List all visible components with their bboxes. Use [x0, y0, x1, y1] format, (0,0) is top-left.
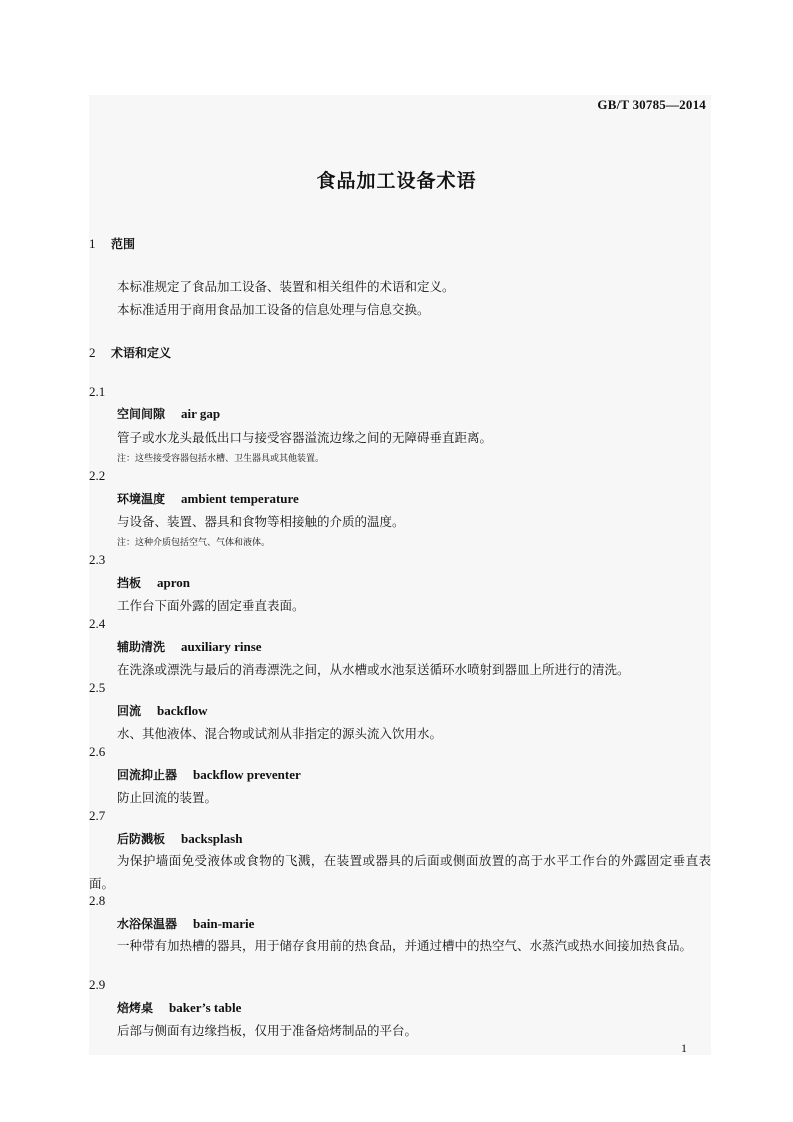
term-definition: 水、其他液体、混合物或试剂从非指定的源头流入饮用水。 — [117, 726, 443, 741]
term-number: 2.6 — [89, 744, 106, 759]
term-note: 注：这种介质包括空气、气体和液体。 — [117, 538, 271, 548]
term-chinese: 水浴保温器 — [117, 917, 178, 931]
term-definition: 管子或水龙头最低出口与接受容器溢流边缘之间的无障碍垂直距离。 — [117, 430, 493, 445]
term-number: 2.5 — [89, 680, 106, 695]
term-chinese: 回流抑止器 — [117, 768, 178, 782]
term-chinese: 空间间隙 — [117, 407, 166, 421]
term-number: 2.4 — [89, 616, 106, 631]
term-heading — [117, 405, 220, 422]
term-number: 2.2 — [89, 468, 106, 483]
document-title: 食品加工设备术语 — [316, 170, 477, 192]
term-chinese: 挡板 — [117, 576, 142, 590]
term-definition: 在洗涤或漂洗与最后的消毒漂洗之间，从水槽或水池泵送循环水喷射到器皿上所进行的清洗。 — [117, 662, 630, 677]
section-title: 范围 — [111, 237, 136, 251]
term-heading — [117, 766, 301, 783]
term-number: 2.7 — [89, 808, 106, 823]
term-number: 2.8 — [89, 893, 106, 908]
term-heading — [117, 490, 299, 507]
term-note: 注：这些接受容器包括水槽、卫生器具或其他装置。 — [117, 454, 325, 464]
term-definition: 工作台下面外露的固定垂直表面。 — [117, 598, 305, 613]
term-chinese: 焙烤桌 — [117, 1001, 154, 1015]
term-english: backsplash — [181, 831, 243, 846]
term-chinese: 辅助清洗 — [117, 640, 166, 654]
term-definition: 为保护墙面免受液体或食物的飞溅，在装置或器具的后面或侧面放置的高于水平工作台的外露固定垂直表面。 — [89, 853, 711, 891]
term-english: air gap — [181, 406, 221, 421]
term-chinese: 环境温度 — [117, 492, 166, 506]
term-english: auxiliary rinse — [181, 639, 262, 654]
term-heading — [117, 830, 242, 847]
scope-paragraph: 本标准规定了食品加工设备、装置和相关组件的术语和定义。 — [117, 279, 455, 294]
term-chinese: 回流 — [117, 704, 142, 718]
term-english: backflow preventer — [193, 767, 301, 782]
term-heading — [117, 702, 208, 719]
term-number: 2.1 — [89, 384, 106, 399]
term-heading — [117, 999, 241, 1016]
standard-code: GB/T 30785—2014 — [597, 97, 706, 112]
page-number: 1 — [681, 1041, 687, 1055]
section-2-heading — [89, 344, 171, 361]
section-title: 术语和定义 — [111, 346, 172, 360]
term-definition: 防止回流的装置。 — [117, 790, 218, 805]
scope-paragraph: 本标准适用于商用食品加工设备的信息处理与信息交换。 — [117, 302, 430, 317]
term-heading — [117, 574, 190, 591]
term-heading — [117, 638, 262, 655]
term-number: 2.9 — [89, 977, 106, 992]
section-number: 1 — [89, 236, 96, 251]
term-english: backflow — [157, 703, 208, 718]
term-english: bain-marie — [193, 916, 255, 931]
term-definition: 与设备、装置、器具和食物等相接触的介质的温度。 — [117, 514, 405, 529]
term-english: apron — [157, 575, 191, 590]
term-chinese: 后防溅板 — [117, 832, 166, 846]
term-english: ambient temperature — [181, 491, 299, 506]
term-english: baker’s table — [169, 1000, 242, 1015]
term-definition: 一种带有加热槽的器具，用于储存食用前的热食品，并通过槽中的热空气、水蒸汽或热水间接加热食品。 — [117, 938, 693, 953]
term-number: 2.3 — [89, 552, 106, 567]
section-number: 2 — [89, 345, 96, 360]
term-definition: 后部与侧面有边缘挡板，仅用于准备焙烤制品的平台。 — [117, 1023, 418, 1038]
section-1-heading — [89, 235, 135, 252]
term-heading — [117, 915, 254, 932]
